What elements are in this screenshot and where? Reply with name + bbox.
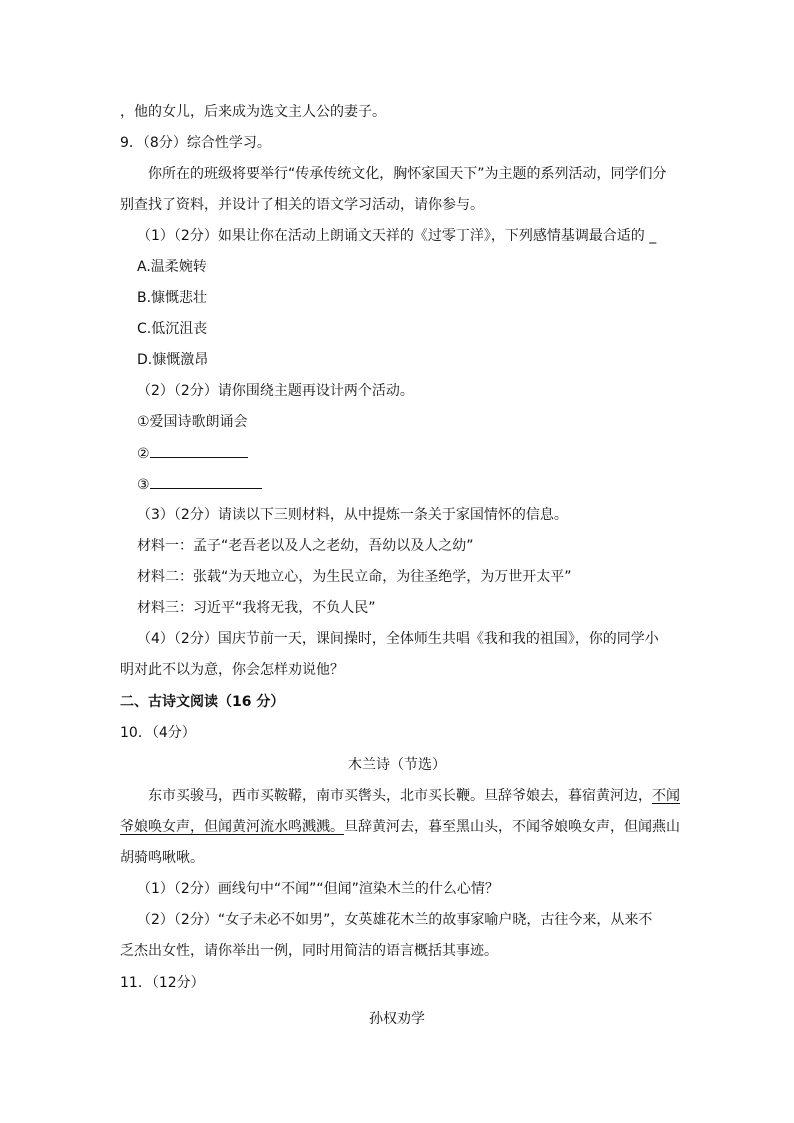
- passage-title: 孙权劝学: [369, 1011, 425, 1027]
- activity-2-label: ②: [137, 446, 150, 462]
- subquestion-2: （2）（2分）“女子未必不如男”，女英雄花木兰的故事家喻户晓，古往今来，从来不: [137, 912, 653, 928]
- poem-line: [148, 786, 680, 806]
- underlined-text: 不闻: [652, 788, 680, 804]
- poem-text: 东市买骏马，西市买鞍鞯，南市买辔头，北市买长鞭。旦辞爷娘去，暮宿黄河边，: [148, 788, 652, 804]
- option-c: C.低沉沮丧: [137, 321, 208, 337]
- option-b: B.慷慨悲壮: [137, 290, 208, 306]
- activity-3: [137, 474, 262, 495]
- underlined-text: 爷娘唤女声，但闻黄河流水鸣溅溅。: [120, 819, 344, 835]
- text-line: ，他的女儿，后来成为选文主人公的妻子。: [120, 104, 386, 120]
- subquestion-2: （2）（2分）请你围绕主题再设计两个活动。: [137, 383, 414, 399]
- text-line: 别查找了资料，并设计了相关的语文学习活动，请你参与。: [120, 197, 484, 213]
- question-10-heading: 10．（4分）: [120, 725, 196, 741]
- text-line: 你所在的班级将要举行“传承传统文化，胸怀家国天下”为主题的系列活动，同学们分: [148, 166, 667, 182]
- subquestion-4: （4）（2分）国庆节前一天，课间操时，全体师生共唱《我和我的祖国》，你的同学小: [137, 631, 659, 647]
- poem-text: 旦辞黄河去，暮至黑山头，不闻爷娘唤女声，但闻燕山: [344, 819, 680, 835]
- question-9-heading: 9．（8分）综合性学习。: [120, 135, 271, 151]
- poem-line: [120, 817, 680, 837]
- question-11-heading: 11．（12分）: [120, 975, 205, 991]
- text-line: 明对此不以为意，你会怎样劝说他？: [120, 662, 344, 678]
- poem-title: 木兰诗（节选）: [348, 757, 446, 773]
- activity-2: [137, 443, 248, 464]
- activity-1: ①爱国诗歌朗诵会: [137, 414, 248, 430]
- material-1: 材料一：孟子“老吾老以及人之老幼，吾幼以及人之幼”: [137, 538, 474, 554]
- activity-3-label: ③: [137, 477, 150, 493]
- subquestion-1: （1）（2分）如果让你在活动上朗诵文天祥的《过零丁洋》，下列感情基调最合适的 _: [137, 228, 657, 244]
- section-heading: 二、古诗文阅读（16 分）: [120, 694, 285, 710]
- subquestion-1: （1）（2分）画线句中“不闻”“但闻”渲染木兰的什么心情？: [137, 881, 499, 897]
- subquestion-3: （3）（2分）请读以下三则材料，从中提炼一条关于家国情怀的信息。: [137, 507, 568, 523]
- material-3: 材料三：习近平“我将无我，不负人民”: [137, 600, 376, 616]
- answer-blank[interactable]: [150, 474, 262, 489]
- option-d: D.慷慨激昂: [137, 352, 209, 368]
- option-a: A.温柔婉转: [137, 259, 207, 275]
- poem-line: 胡骑鸣啾啾。: [120, 850, 204, 866]
- text-line: 乏杰出女性，请你举出一例，同时用简洁的语言概括其事迹。: [120, 943, 498, 959]
- material-2: 材料二：张载“为天地立心，为生民立命，为往圣绝学，为万世开太平”: [137, 569, 572, 585]
- answer-blank[interactable]: [150, 443, 248, 458]
